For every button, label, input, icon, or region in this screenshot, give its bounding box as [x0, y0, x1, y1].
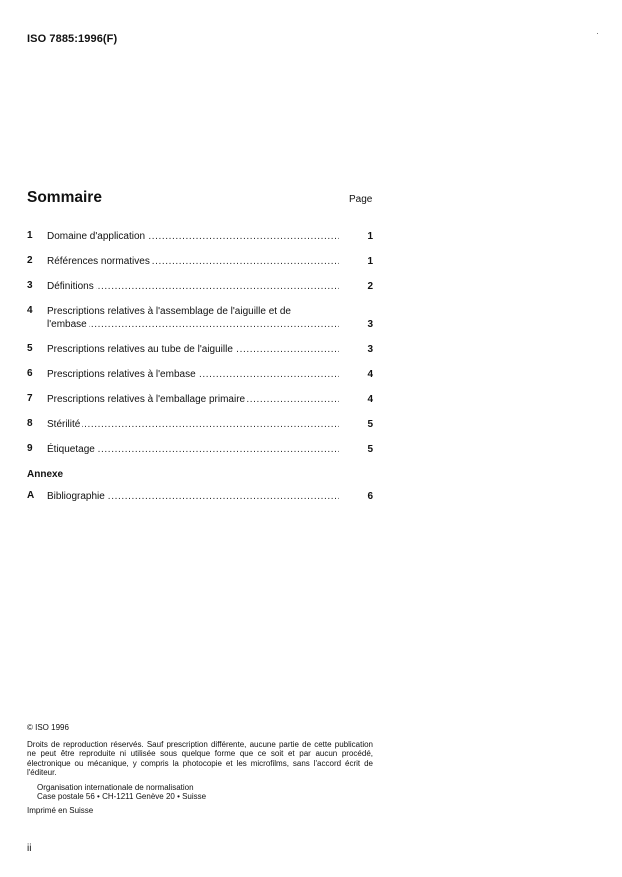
organization-block	[37, 783, 373, 802]
scan-speck	[597, 33, 598, 34]
toc-entry-page: 1	[367, 231, 373, 242]
toc-entry-title: Domaine d'application	[47, 231, 146, 242]
annex-heading: Annexe	[27, 469, 64, 480]
organization-name: Organisation internationale de normalisation	[37, 782, 194, 792]
toc-entry[interactable]	[27, 255, 373, 268]
toc-entry-number: 4	[27, 305, 33, 316]
page-number: ii	[27, 843, 32, 854]
toc-entry-number: 3	[27, 280, 33, 291]
toc-entry-page: 3	[367, 319, 373, 330]
copyright-line: © ISO 1996	[27, 723, 69, 732]
toc-entry-page: 3	[367, 344, 373, 355]
toc-entry-title: Prescriptions relatives au tube de l'aiguille	[47, 344, 233, 355]
toc-entry[interactable]	[27, 305, 373, 331]
toc-entry[interactable]	[27, 418, 373, 431]
toc-entry-number: 6	[27, 368, 33, 379]
toc-entry-page: 5	[367, 444, 373, 455]
toc-entry[interactable]	[27, 230, 373, 243]
toc-entry-page: 4	[367, 369, 373, 380]
document-id: ISO 7885:1996(F)	[27, 33, 118, 45]
toc-entry-number: A	[27, 490, 35, 501]
toc-entry-page: 1	[367, 256, 373, 267]
toc-entry-number: 2	[27, 255, 33, 266]
toc-entry-title: Définitions	[47, 281, 94, 292]
toc-annex-entry[interactable]	[27, 490, 373, 503]
toc-title: Sommaire	[27, 189, 102, 206]
toc-entry-number: 9	[27, 443, 33, 454]
toc-entry-title: Prescriptions relatives à l'embase	[47, 369, 196, 380]
toc-entry[interactable]	[27, 393, 373, 406]
toc-entry-page: 4	[367, 394, 373, 405]
toc-entry-title-line1: Prescriptions relatives à l'assemblage de l'aiguille et de	[47, 306, 291, 317]
copyright-footer	[27, 723, 373, 815]
organization-address: Case postale 56 • CH-1211 Genève 20 • Suisse	[37, 792, 207, 801]
toc-entry-page: 5	[367, 419, 373, 430]
toc-entry-page: 2	[367, 281, 373, 292]
toc-entry-title: Étiquetage	[47, 444, 95, 455]
toc-entry[interactable]	[27, 280, 373, 293]
toc-page-column-label: Page	[349, 194, 373, 205]
toc-entry-number: 1	[27, 230, 33, 241]
toc-entry-title-line2: l'embase	[47, 319, 87, 330]
toc-entry-title: Stérilité	[47, 419, 81, 430]
toc-entry[interactable]	[27, 343, 373, 356]
toc-entry-page: 6	[367, 491, 373, 502]
toc-entry-title: Bibliographie	[47, 491, 105, 502]
toc-entry-number: 8	[27, 418, 33, 429]
toc-entry-number: 7	[27, 393, 33, 404]
toc-entry-title: Références normatives	[47, 256, 150, 267]
printed-in: Imprimé en Suisse	[27, 805, 94, 815]
toc-entry-number: 5	[27, 343, 33, 354]
rights-notice: Droits de reproduction réservés. Sauf prescription différente, aucune partie de cette publication ne peut être reproduite ni utilisée sous quelque forme que ce soit et par aucun procédé, électronique ou mécanique, y compris la photocopie et les microfilms, sans l'accord écrit de l'éditeur.	[27, 739, 373, 777]
toc-entry[interactable]	[27, 368, 373, 381]
toc-entry-title: Prescriptions relatives à l'emballage primaire	[47, 394, 246, 405]
toc-entry[interactable]	[27, 443, 373, 456]
